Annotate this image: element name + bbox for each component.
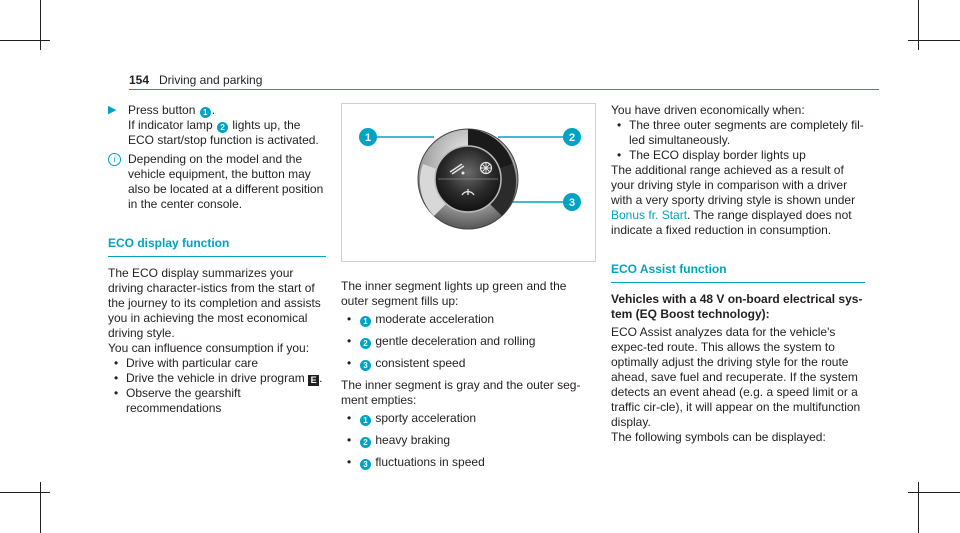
list-item — [341, 455, 594, 470]
crop-mark — [918, 0, 919, 50]
crop-mark — [40, 482, 41, 533]
crop-mark — [908, 40, 960, 41]
paragraph: You can influence consumption if you: — [108, 341, 310, 355]
paragraph: The following symbols can be displayed: — [611, 430, 826, 444]
list-item: • Drive with particular care — [108, 356, 326, 371]
list-item — [341, 312, 594, 327]
callout-3-label: 3 — [568, 197, 576, 209]
callout-1-badge: 1 — [200, 107, 211, 118]
step-arrow-icon: ▶ — [108, 104, 117, 116]
crop-mark — [908, 492, 960, 493]
paragraph — [611, 163, 865, 238]
drive-program-e-icon: E — [308, 375, 319, 386]
eco-button-illustration — [342, 104, 595, 261]
list-item — [341, 411, 594, 426]
list-item-text: consistent speed — [375, 356, 466, 370]
bullet-list — [341, 312, 594, 371]
section-name: Driving and parking — [159, 73, 263, 87]
subheading: Vehicles with a 48 V on-board electrical sys-tem (EQ Boost technology): — [611, 292, 863, 321]
paragraph-text: . The range displayed does not indicate a fixed reduction in consumption. — [611, 208, 852, 237]
list-badge: 1 — [360, 316, 371, 327]
instruction-step — [108, 103, 326, 148]
section-rule — [611, 282, 865, 283]
step-text-part: . — [211, 103, 216, 117]
step-text-part: If indicator lamp — [128, 118, 213, 132]
brake-icon — [481, 163, 492, 174]
list-badge: 3 — [360, 459, 371, 470]
list-item-text: sporty acceleration — [375, 411, 477, 425]
paragraph: ECO Assist analyzes data for the vehicle's expec-ted route. This allows the system to optimally adjust the driving style for the route ahead, save fuel and recuperate. If the system detects an event ahead (e.g. a speed limit or a traffic cir-cle), it will appear on the multifunction display. — [611, 325, 861, 429]
paragraph: The inner segment is gray and the outer seg-ment empties: — [341, 378, 581, 407]
list-item: • Observe the gearshift recommendations — [108, 386, 326, 416]
list-item-text: heavy braking — [375, 433, 451, 447]
list-badge: 1 — [360, 415, 371, 426]
callout-1-label: 1 — [364, 132, 372, 144]
bullet-list — [341, 411, 594, 470]
header-rule — [129, 89, 879, 90]
step-text-part: lights up, the ECO start/stop function is activated. — [128, 118, 319, 147]
info-icon: i — [108, 153, 121, 166]
section-title: ECO display function — [108, 236, 230, 250]
paragraph: The ECO display summarizes your driving character-istics from the start of the journey to its completion and assists you in achieving the most economical driving style. — [108, 266, 321, 340]
column-left — [108, 103, 326, 416]
list-item: • The ECO display border lights up — [611, 148, 865, 163]
callout-2-label: 2 — [568, 132, 576, 144]
eco-assist-section — [611, 262, 865, 283]
list-item-text: moderate acceleration — [375, 312, 495, 326]
note-text: Depending on the model and the vehicle equipment, the button may also be located at a different position in the center console. — [128, 152, 324, 211]
step-text-part: Press button — [128, 103, 196, 117]
paragraph-text: The additional range achieved as a result of your driving style in comparison with a driver with a very sporty driving style is shown under — [611, 163, 856, 207]
crop-mark — [918, 482, 919, 533]
list-item — [341, 334, 594, 349]
page-header — [129, 73, 879, 89]
bullet-list — [108, 356, 326, 416]
bonus-link[interactable]: Bonus fr. Start — [611, 208, 688, 222]
paragraph: You have driven economically when: — [611, 103, 805, 117]
note — [108, 152, 326, 212]
list-item-text: gentle deceleration and rolling — [375, 334, 536, 348]
list-badge: 2 — [360, 437, 371, 448]
column-middle — [341, 103, 594, 477]
list-badge: 2 — [360, 338, 371, 349]
section-rule — [108, 256, 326, 257]
page-number: 154 — [129, 73, 150, 87]
eco-display-section — [108, 236, 326, 257]
column-right — [611, 103, 865, 445]
crop-mark — [0, 492, 50, 493]
list-item-text: fluctuations in speed — [375, 455, 485, 469]
callout-2-badge: 2 — [217, 122, 228, 133]
list-item — [341, 433, 594, 448]
paragraph: The inner segment lights up green and the outer segment fills up: — [341, 279, 567, 308]
list-item — [108, 371, 326, 386]
list-item — [341, 356, 594, 371]
list-item-text: . — [319, 371, 323, 385]
eco-button-figure — [341, 103, 596, 262]
list-item-text: Drive the vehicle in drive program — [126, 371, 305, 385]
list-badge: 3 — [360, 360, 371, 371]
list-item: • The three outer segments are completely fil-led simultaneously. — [611, 118, 865, 148]
crop-mark — [0, 40, 50, 41]
bullet-list — [611, 118, 865, 163]
step-text — [128, 103, 326, 148]
crop-mark — [40, 0, 41, 50]
section-title: ECO Assist function — [611, 262, 727, 276]
